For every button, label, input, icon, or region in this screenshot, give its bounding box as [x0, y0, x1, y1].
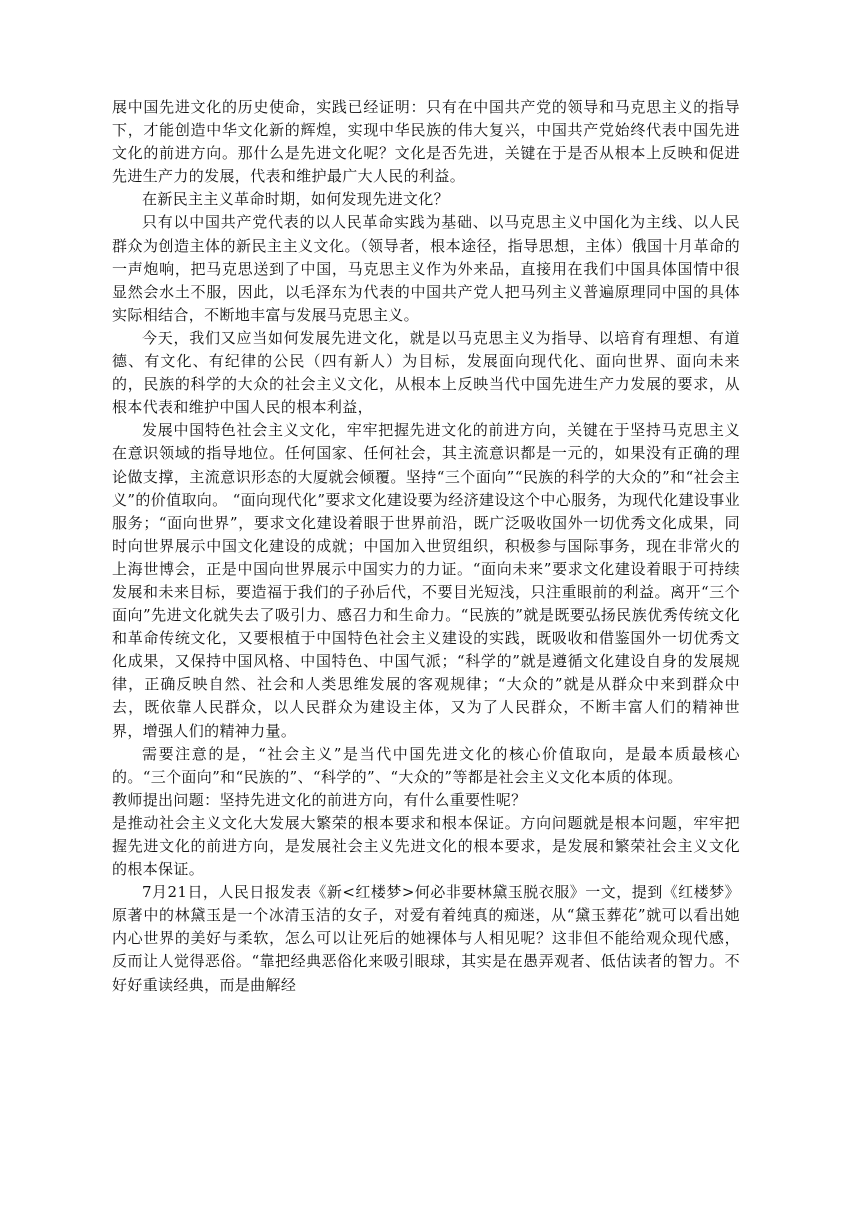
- paragraph-6: 需要注意的是，“社会主义”是当代中国先进文化的核心价值取向，是最本质最核心的。“三个面向”和“民族的”、“科学的”、“大众的”等都是社会主义文化本质的体现。: [112, 744, 740, 786]
- document-page: [112, 96, 740, 997]
- paragraph-8: 是推动社会主义文化大发展大繁荣的根本要求和根本保证。方向问题就是根本问题，牢牢把握先进文化的前进方向，是发展社会主义先进文化的根本要求，是发展和繁荣社会主义文化的根本保证。: [112, 813, 740, 879]
- paragraph-5: 发展中国特色社会主义文化，牢牢把握先进文化的前进方向，关键在于坚持马克思主义在意识领域的指导地位。任何国家、任何社会，其主流意识都是一元的，如果没有正确的理论做支撑，主流意识形态的大厦就会倾覆。坚持“三个面向”“民族的科学的大众的”和“社会主义”的价值取向。 “面向现代化”要求文化建设要为经济建设这个中心服务，为现代化建设事业服务；“面向世界”，要求文化建设着眼于世界前沿，既广泛吸收国外一切优秀文化成果，同时向世界展示中国文化建设的成就；中国加入世贸组织，积极参与国际事务，现在非常火的上海世博会，正是中国向世界展示中国实力的力证。“面向未来”要求文化建设着眼于可持续发展和未来目标，要造福于我们的子孙后代，不要目光短浅，只注重眼前的利益。离开“三个面向”先进文化就失去了吸引力、感召力和生命力。“民族的”就是既要弘扬民族优秀传统文化和革命传统文化，又要根植于中国特色社会主义建设的实践，既吸收和借鉴国外一切优秀文化成果，又保持中国风格、中国特色、中国气派；“科学的”就是遵循文化建设自身的发展规律，正确反映自然、社会和人类思维发展的客观规律；“大众的”就是从群众中来到群众中去，既依靠人民群众，以人民群众为建设主体，又为了人民群众，不断丰富人们的精神世界，增强人们的精神力量。: [112, 421, 740, 740]
- paragraph-4: 今天，我们又应当如何发展先进文化，就是以马克思主义为指导、以培育有理想、有道德、有文化、有纪律的公民（四有新人）为目标，发展面向现代化、面向世界、面向未来的，民族的科学的大众的社会主义文化，从根本上反映当代中国先进生产力发展的要求，从根本代表和维护中国人民的根本利益，: [112, 328, 740, 417]
- paragraph-7: 教师提出问题：坚持先进文化的前进方向，有什么重要性呢？: [112, 790, 527, 809]
- paragraph-3: 只有以中国共产党代表的以人民革命实践为基础、以马克思主义中国化为主线、以人民群众为创造主体的新民主主义文化。（领导者，根本途径，指导思想，主体）俄国十月革命的一声炮响，把马克思送到了中国，马克思主义作为外来品，直接用在我们中国具体国情中很显然会水土不服，因此，以毛泽东为代表的中国共产党人把马列主义普遍原理同中国的具体实际相结合，不断地丰富与发展马克思主义。: [112, 213, 740, 324]
- paragraph-2: 在新民主主义革命时期，如何发现先进文化？: [142, 190, 450, 209]
- paragraph-1: 展中国先进文化的历史使命，实践已经证明：只有在中国共产党的领导和马克思主义的指导下，才能创造中华文化新的辉煌，实现中华民族的伟大复兴，中国共产党始终代表中国先进文化的前进方向。那什么是先进文化呢？文化是否先进，关键在于是否从根本上反映和促进先进生产力的发展，代表和维护最广大人民的利益。: [112, 98, 740, 186]
- paragraph-9: 7月21日，人民日报发表《新<红楼梦>何必非要林黛玉脱衣服》一文，提到《红楼梦》原著中的林黛玉是一个冰清玉洁的女子，对爱有着纯真的痴迷，从“黛玉葬花”就可以看出她内心世界的美好与柔软，怎么可以让死后的她裸体与人相见呢？这非但不能给观众现代感，反而让人觉得恶俗。“靠把经典恶俗化来吸引眼球，其实是在愚弄观者、低估读者的智力。不好好重读经典，而是曲解经: [112, 883, 740, 994]
